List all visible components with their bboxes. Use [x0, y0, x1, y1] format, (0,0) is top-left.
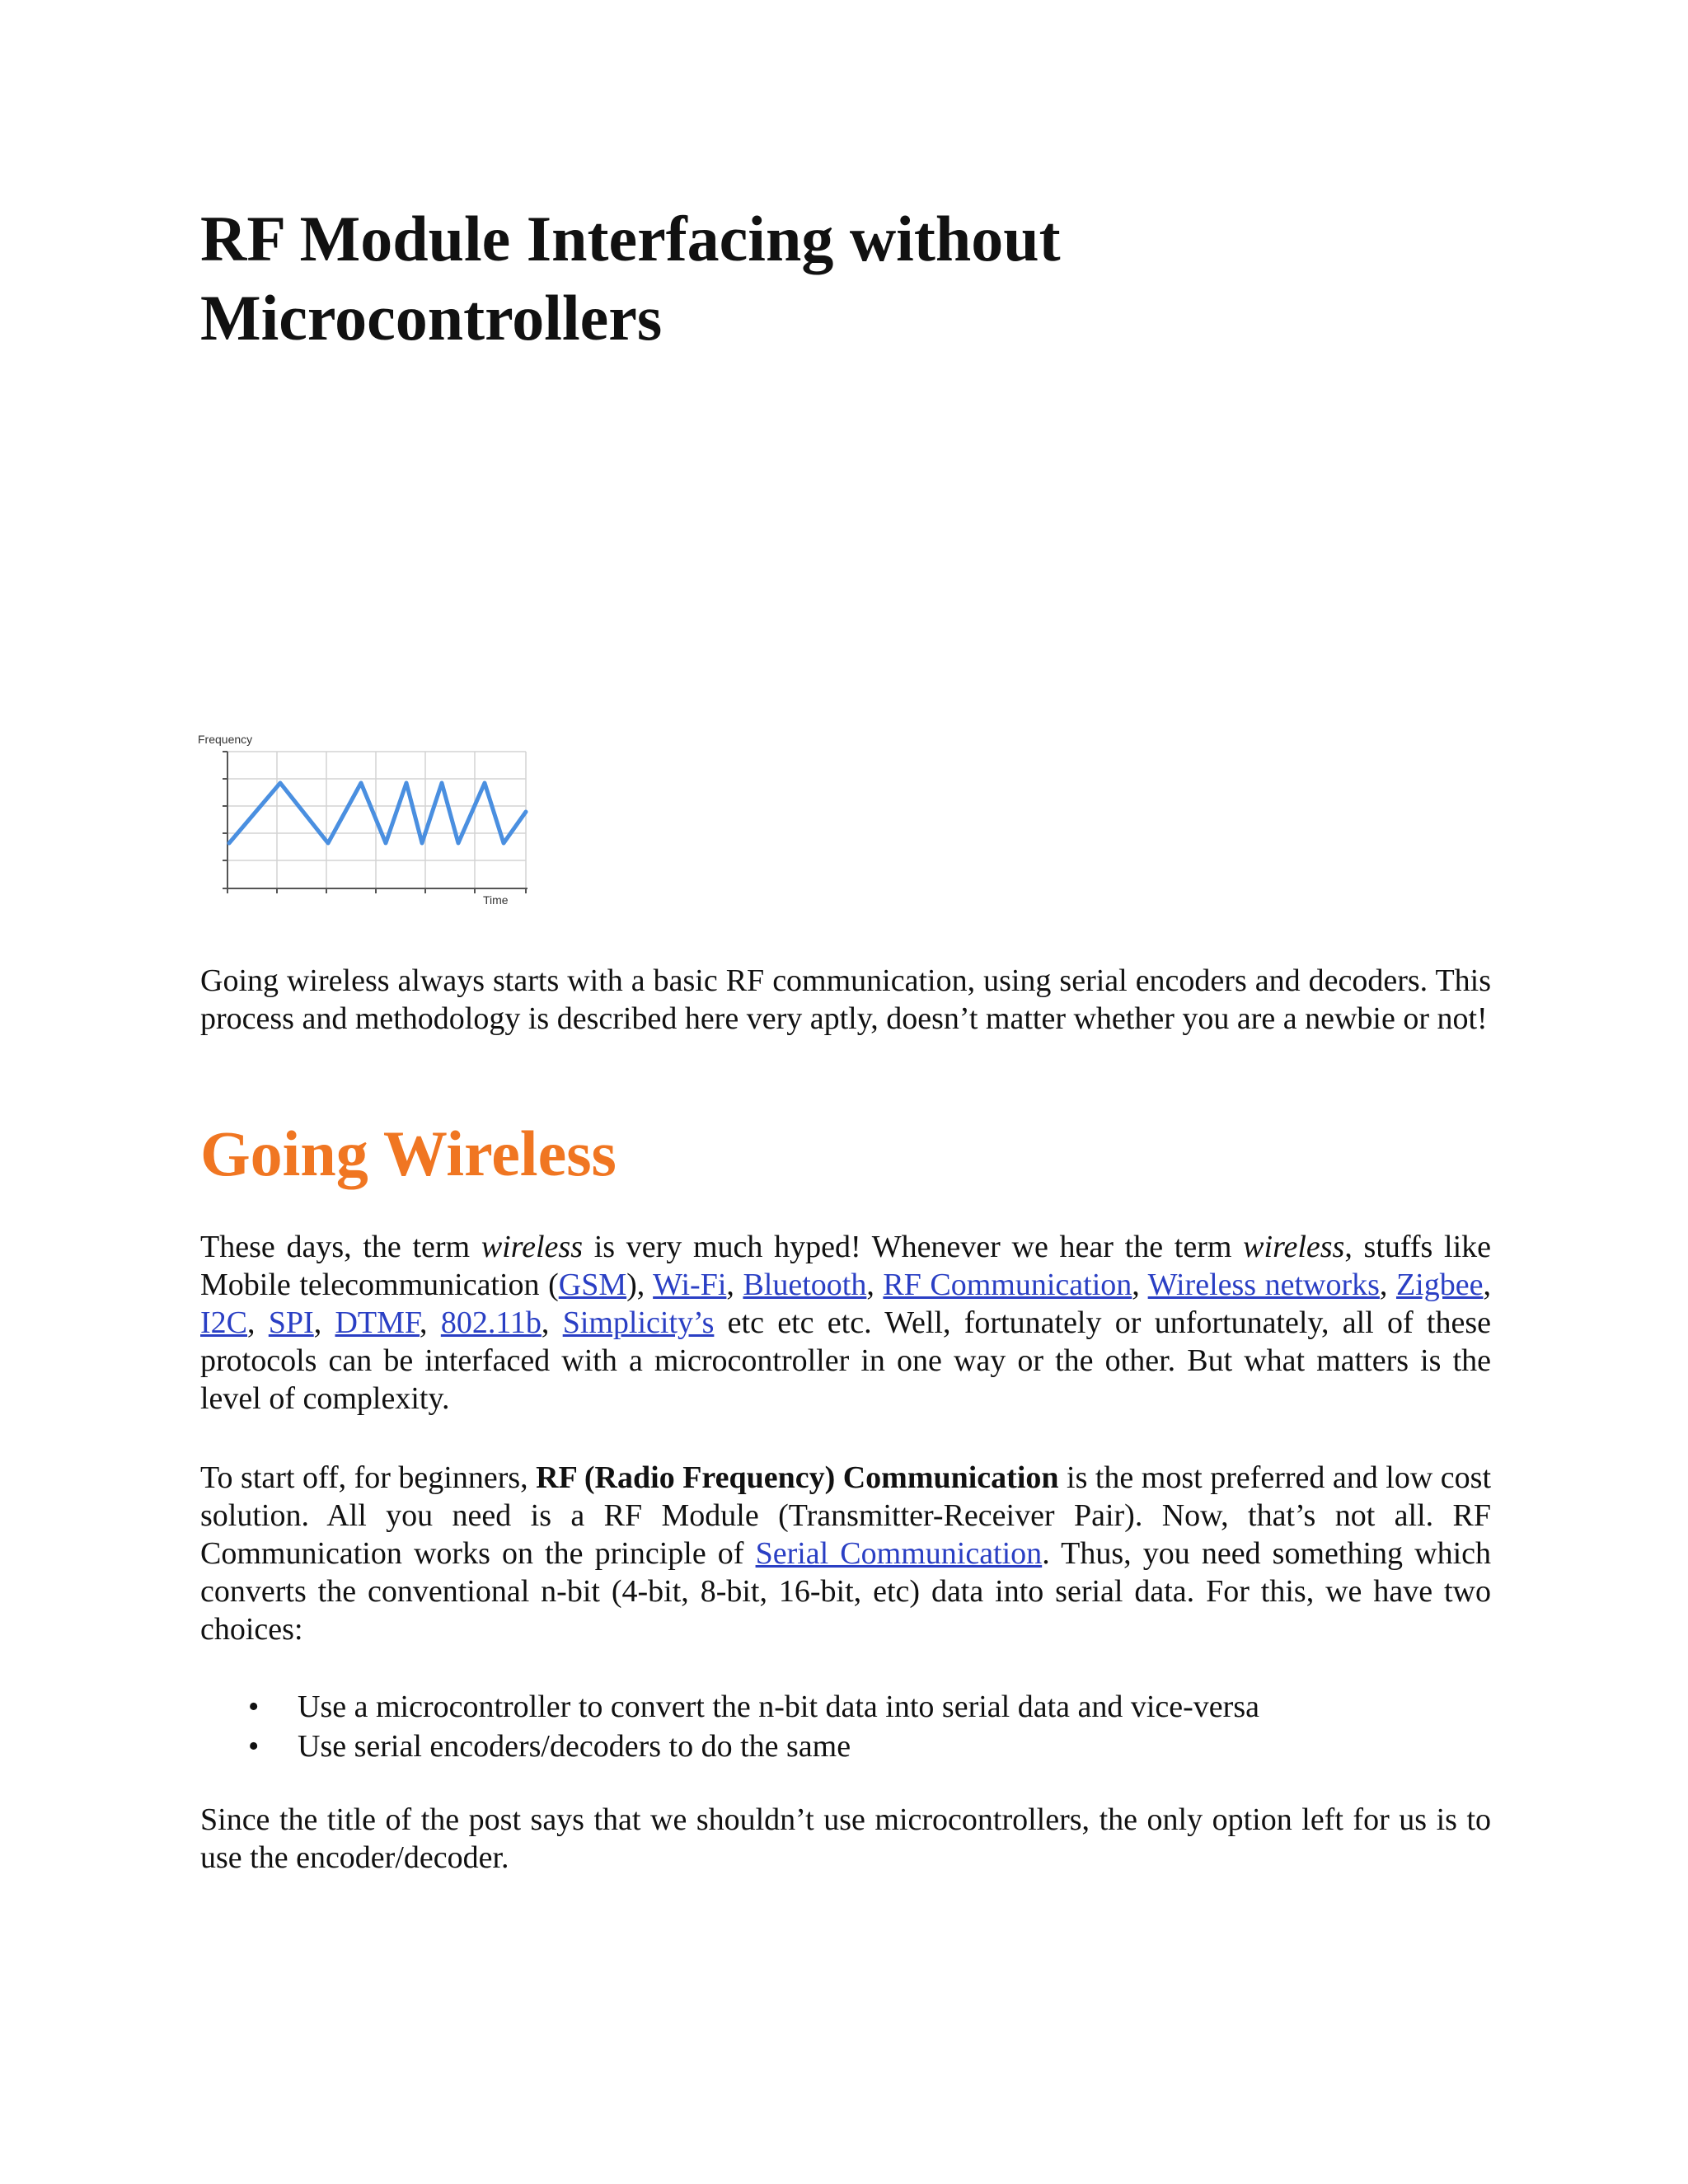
link-serial-communication[interactable]: Serial Communication: [755, 1536, 1043, 1571]
choices-list: [200, 1687, 1491, 1766]
link-spi[interactable]: SPI: [268, 1305, 314, 1340]
link-wireless-networks[interactable]: Wireless networks: [1147, 1268, 1380, 1302]
link-zigbee[interactable]: Zigbee: [1395, 1268, 1484, 1302]
text-span: . Thus, you need something which converts the conventional n-bit (4-bit, 8-bit, 16-bit, etc) data into serial data. For this, we have two choices:: [200, 1536, 1491, 1647]
list-item-text: Use serial encoders/decoders to do the same: [298, 1729, 851, 1764]
paragraph-rf-communication: [200, 1459, 1491, 1648]
text-span: These days, the term: [200, 1230, 481, 1264]
text-span: , stuffs like Mobile telecommunication (: [200, 1230, 1492, 1302]
text-span: ,: [1132, 1268, 1148, 1302]
link-i2c[interactable]: I2C: [200, 1305, 247, 1340]
emphasis-wireless: wireless: [481, 1230, 583, 1264]
frequency-time-figure: [196, 729, 534, 911]
text-span: ,: [866, 1268, 884, 1302]
bullet-icon: •: [248, 1729, 260, 1764]
text-span: ,: [420, 1305, 441, 1340]
link-simplicity[interactable]: Simplicity’s: [562, 1305, 715, 1340]
text-span: ,: [313, 1305, 335, 1340]
link-wifi[interactable]: Wi-Fi: [653, 1268, 727, 1302]
emphasis-wireless: wireless: [1243, 1230, 1345, 1264]
text-span: ,: [726, 1268, 743, 1302]
axis-ticks: [223, 752, 526, 893]
text-span: is very much hyped! Whenever we hear the term: [582, 1230, 1244, 1264]
text-span: ),: [626, 1268, 654, 1302]
bullet-icon: •: [248, 1690, 260, 1724]
x-axis-label: Time: [483, 893, 509, 907]
link-dtmf[interactable]: DTMF: [335, 1305, 420, 1340]
link-rf-communication[interactable]: RF Communication: [883, 1268, 1132, 1302]
page-title: RF Module Interfacing without Microcontrollers: [200, 203, 1061, 354]
text-span: ,: [1483, 1268, 1491, 1302]
frequency-time-graph: [196, 729, 534, 911]
text-span: ,: [1379, 1268, 1396, 1302]
bold-rf-communication: RF (Radio Frequency) Communication: [536, 1460, 1059, 1495]
list-item: [200, 1687, 1491, 1727]
text-span: etc etc etc. Well, fortunately or unfortunately, all of these protocols can be interfaced with a microcontroller in one way or the other. But what matters is the level of complexity.: [200, 1305, 1491, 1416]
conclusion-paragraph: Since the title of the post says that we shouldn’t use microcontrollers, the only option left for us is to use the encoder/decoder.: [200, 1802, 1491, 1875]
intro-paragraph: Going wireless always starts with a basic RF communication, using serial encoders and decoders. This process and methodology is described here very aptly, doesn’t matter whether you are a newbie or not!: [200, 963, 1491, 1036]
list-item-text: Use a microcontroller to convert the n-bit data into serial data and vice-versa: [298, 1690, 1259, 1724]
link-bluetooth[interactable]: Bluetooth: [743, 1268, 867, 1302]
link-80211b[interactable]: 802.11b: [440, 1305, 542, 1340]
y-axis-label: Frequency: [198, 733, 253, 746]
text-span: To start off, for beginners,: [200, 1460, 537, 1495]
link-gsm[interactable]: GSM: [558, 1268, 627, 1302]
list-item: [200, 1727, 1491, 1766]
text-span: is the most preferred and low cost solution. All you need is a RF Module (Transmitter-Receiver Pair). Now, that’s not all. RF Communication works on the principle of: [200, 1460, 1491, 1571]
paragraph-wireless-terms: [200, 1228, 1491, 1418]
text-span: ,: [247, 1305, 269, 1340]
section-heading: Going Wireless: [200, 1118, 617, 1189]
text-span: ,: [541, 1305, 563, 1340]
frequency-waveform: [229, 783, 526, 843]
